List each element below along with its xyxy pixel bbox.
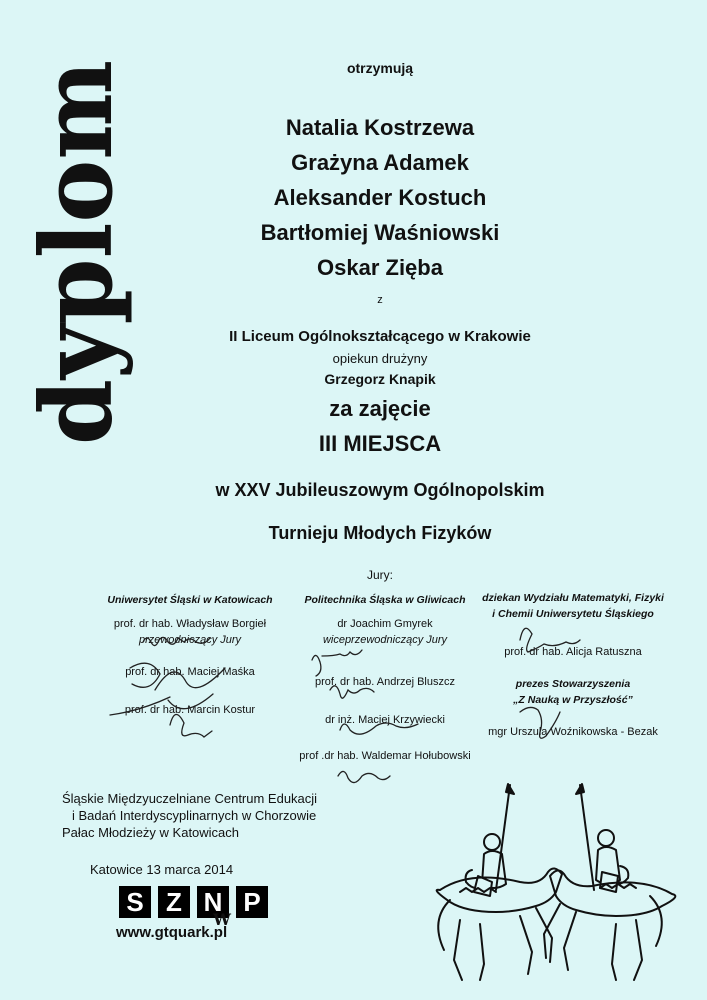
jury-member: prof. dr hab. Alicja Ratuszna [504, 646, 642, 658]
jury-association: „Z Nauką w Przyszłość” [513, 694, 633, 706]
receive-label: otrzymują [346, 60, 414, 76]
sznp-logo [119, 886, 275, 929]
jury-member: prof. dr hab. Władysław Borgieł [113, 618, 267, 630]
organizer-line: Pałac Młodzieży w Katowicach [62, 825, 240, 840]
recipient-name: Grażyna Adamek [291, 150, 469, 175]
knights-emblem [420, 780, 690, 1000]
competition-line-1: w XXV Jubileuszowym Ogólnopolskim [215, 480, 545, 500]
jury-institution: i Chemii Uniwersytetu Śląskiego [492, 608, 654, 620]
signature [338, 771, 390, 782]
jury-institution: dziekan Wydziału Matematyki, Fizyki [482, 592, 664, 604]
diploma-title [20, 44, 135, 445]
competition-line-2: Turnieju Młodych Fizyków [268, 523, 492, 543]
jury-institution: Uniwersytet Śląski w Katowicach [107, 594, 273, 606]
jury-member: dr Joachim Gmyrek [337, 618, 433, 630]
knight-right-icon [544, 784, 675, 980]
jury-column-center [290, 592, 480, 764]
jury-member: prof .dr hab. Waldemar Hołubowski [299, 750, 471, 762]
logo-letter: Z [158, 886, 190, 918]
knight-left-icon [437, 784, 562, 980]
from-label: z [377, 294, 383, 306]
recipient-names [180, 110, 580, 285]
website-link[interactable]: www.gtquark.pl [116, 924, 228, 941]
recipient-name: Natalia Kostrzewa [285, 115, 475, 140]
logo-letter: N [197, 886, 229, 918]
organizer-line: Śląskie Międzyuczelniane Centrum Edukacji [62, 791, 318, 806]
award-line: za zajęcie [329, 396, 431, 421]
jury-member: dr inż. Maciej Krzywiecki [325, 714, 445, 726]
jury-member: prof. dr hab. Maciej Maśka [125, 666, 255, 678]
coach-label: opiekun drużyny [332, 351, 428, 366]
jury-role: wiceprzewodniczący Jury [322, 634, 448, 646]
logo-letter: P [236, 886, 268, 918]
place-awarded: III MIEJSCA [318, 431, 442, 456]
jury-role: przewodniczący Jury [138, 634, 242, 646]
jury-institution: Politechnika Śląska w Gliwicach [304, 594, 466, 606]
recipient-name: Aleksander Kostuch [273, 185, 487, 210]
organizer-line: i Badań Interdyscyplinarnych w Chorzowie [72, 808, 317, 823]
recipient-name: Bartłomiej Waśniowski [260, 220, 500, 245]
issue-date: Katowice 13 marca 2014 [90, 862, 234, 877]
jury-label: Jury: [366, 568, 393, 582]
organizers [62, 790, 317, 841]
coach-name: Grzegorz Knapik [324, 371, 436, 387]
jury-member: mgr Urszula Woźnikowska - Bezak [488, 726, 658, 738]
jury-member: prof. dr hab. Andrzej Bluszcz [314, 676, 455, 688]
jury-column-left [100, 592, 280, 718]
logo-w: W [213, 910, 231, 929]
logo-letter: S [119, 886, 151, 918]
jury-association: prezes Stowarzyszenia [515, 678, 631, 690]
jury-member: prof. dr hab. Marcin Kostur [124, 704, 256, 716]
diploma-title-text: dyplom [20, 44, 135, 445]
school-name: II Liceum Ogólnokształcącego w Krakowie [229, 328, 531, 345]
recipient-name: Oskar Zięba [317, 255, 443, 280]
jury-column-right [478, 590, 668, 740]
